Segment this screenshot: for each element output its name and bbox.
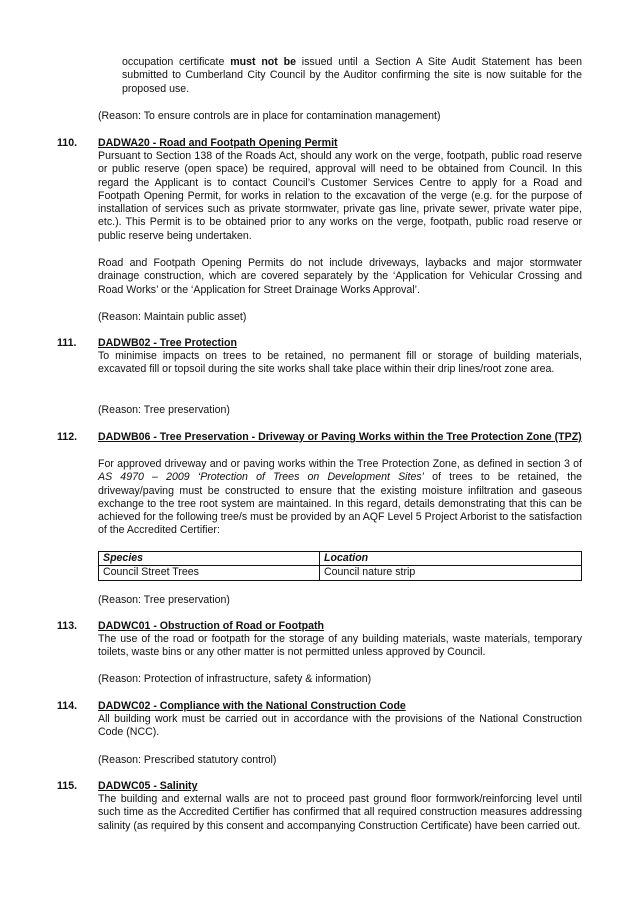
condition-110-number: 110. — [57, 137, 78, 149]
table-header-location: Location — [320, 552, 582, 566]
condition-111-number: 111. — [57, 337, 77, 349]
table-header-row — [99, 552, 582, 566]
condition-111-reason: (Reason: Tree preservation) — [98, 404, 230, 416]
intro-text-bold: must not be — [230, 56, 296, 68]
condition-112-text-a: For approved driveway and or paving works within the Tree Protection Zone, as defined in section 3 of — [98, 458, 582, 470]
condition-112-standard-reference: AS 4970 – 2009 ‘Protection of Trees on Development Sites’ — [98, 471, 424, 484]
intro-reason: (Reason: To ensure controls are in place for contamination management) — [98, 110, 441, 122]
table-cell-location: Council nature strip — [320, 566, 582, 580]
condition-112-number: 112. — [57, 431, 78, 443]
condition-115-title: DADWC05 - Salinity — [98, 780, 198, 792]
table-cell-species: Council Street Trees — [99, 566, 320, 580]
condition-115-number: 115. — [57, 780, 78, 792]
condition-113-number: 113. — [57, 620, 78, 632]
table-row — [99, 566, 582, 580]
condition-115-paragraph-1: The building and external walls are not to proceed past ground floor formwork/reinforcing level until such time as the Accredited Certifier has confirmed that all required construction measures addressing salinity (as required by this consent and accompanying Construction Certificate) have been carried out. — [98, 793, 582, 832]
condition-110-reason: (Reason: Maintain public asset) — [98, 311, 247, 323]
condition-114-reason: (Reason: Prescribed statutory control) — [98, 754, 277, 766]
condition-112-title: DADWB06 - Tree Preservation - Driveway or Paving Works within the Tree Protection Zone (TPZ) — [98, 431, 582, 443]
condition-114-title: DADWC02 - Compliance with the National Construction Code — [98, 700, 406, 712]
intro-paragraph — [122, 56, 582, 96]
condition-113-reason: (Reason: Protection of infrastructure, safety & information) — [98, 673, 372, 685]
condition-112-reason: (Reason: Tree preservation) — [98, 594, 230, 606]
condition-113-title: DADWC01 - Obstruction of Road or Footpath — [98, 620, 324, 632]
condition-110-paragraph-2: Road and Footpath Opening Permits do not include driveways, laybacks and major stormwater drainage construction, which are covered separately by the ‘Application for Vehicular Crossing and Road Works’ or the ‘Application for Street Drainage Works Approval’. — [98, 257, 582, 296]
condition-110-paragraph-1: Pursuant to Section 138 of the Roads Act, should any work on the verge, footpath, public road reserve or public reserve (open space) be required, approval will need to be obtained from Council. In this regard the Applicant is to contact Council’s Customer Services Centre to apply for a Road and Footpath Opening Permit, for works in relation to the excavation of the verge (e.g. for the purpose of installation of services such as private stormwater, private gas line, private sewer, private water pipe, etc.). This Permit is to be obtained prior to any works on the verge, footpath, public road reserve or public reserve being undertaken. — [98, 150, 582, 242]
condition-113-paragraph-1: The use of the road or footpath for the storage of any building materials, waste materials, temporary toilets, waste bins or any other matter is not permitted unless approved by Council. — [98, 633, 582, 659]
intro-text-post: issued until a Section A Site Audit Statement has been submitted to Cumberland City Council by the Auditor confirming the site is now suitable for the proposed use. — [122, 56, 582, 95]
condition-111-title: DADWB02 - Tree Protection — [98, 337, 237, 349]
condition-111-paragraph-1: To minimise impacts on trees to be retained, no permanent fill or storage of building materials, excavated fill or topsoil during the site works shall take place within their drip lines/root zone area. — [98, 350, 582, 376]
condition-112-text-b: of trees to be retained, the driveway/paving must be constructed to ensure that the existing moisture infiltration and gaseous exchange to the tree root system are maintained. In this regard, details demonstrating that this can be achieved for the following tree/s must be provided by an AQF Level 5 Project Arborist to the satisfaction of the Accredited Certifier: — [98, 471, 582, 537]
condition-110-title: DADWA20 - Road and Footpath Opening Permit — [98, 137, 338, 149]
condition-114-paragraph-1: All building work must be carried out in accordance with the provisions of the National Construction Code (NCC). — [98, 713, 582, 739]
table-header-species: Species — [99, 552, 320, 566]
condition-114-number: 114. — [57, 700, 78, 712]
intro-text-pre: occupation certificate — [122, 56, 231, 68]
condition-112-paragraph-1 — [98, 458, 582, 538]
tree-species-table — [98, 551, 582, 581]
